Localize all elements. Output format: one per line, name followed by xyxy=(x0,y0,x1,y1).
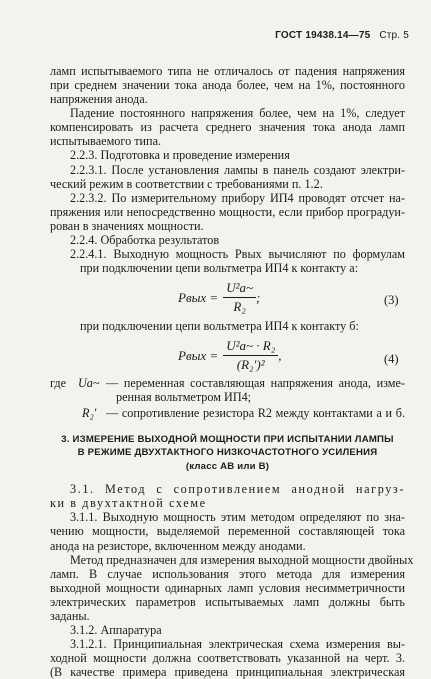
formula-3-fraction xyxy=(223,280,256,315)
text-line: при подключении цепи вольтметра ИП4 к контакту а: xyxy=(80,261,359,276)
text-line: (В качестве примера приведена принципиальная электрическая xyxy=(50,665,405,679)
text-line: Падение постоянного напряжения более, чем на 1%, следует xyxy=(70,106,405,121)
formula-4-numerator: U²а~ · R₂ xyxy=(223,338,278,356)
text-line: напряжения анода. xyxy=(50,92,148,106)
text-line: 2.2.3.1. После установления лампы в панель создают электри- xyxy=(70,162,405,177)
text-line: испытываемого типа. xyxy=(50,134,162,149)
formula-4-number: (4) xyxy=(384,352,399,367)
section-3-title: 3. ИЗМЕРЕНИЕ ВЫХОДНОЙ МОЩНОСТИ ПРИ ИСПЫТАНИИ ЛАМПЫ xyxy=(61,434,394,446)
text-line: 3.1.2. Аппаратура xyxy=(70,623,162,638)
where-definition-u: — переменная составляющая напряжения анода, изме- xyxy=(106,375,405,390)
text-line: 2.2.3.2. По измерительному прибору ИП4 проводят отсчет на- xyxy=(70,190,405,205)
where-symbol-r: R₂′ xyxy=(82,405,97,420)
text-line: 3.1.2.1. Принципиальная электрическая схема измерения вы- xyxy=(70,637,405,652)
text-line: анода на резисторе, включенном между анодами. xyxy=(50,538,306,553)
where-definition-r: — сопротивление резистора R2 между контактами а и б. xyxy=(106,405,405,420)
where-definition-u-cont: ренная вольтметром ИП4; xyxy=(116,389,252,404)
text-line: выходной мощности одинарных ламп условия несимметричности xyxy=(50,580,405,595)
text-line: пряжения или непосредственно мощности, если прибор проградуи- xyxy=(50,204,405,219)
text-line: ческий режим в соответствии с требованиями п. 1.2. xyxy=(50,176,323,191)
formula-3-numerator: U²а~ xyxy=(223,280,256,298)
method-heading: 3.1. Метод с сопротивлением анодной нагруз- xyxy=(70,482,405,497)
text-line: компенсировать из расчета среднего значения тока анода ламп xyxy=(50,120,405,135)
formula-4-fraction xyxy=(223,338,278,373)
method-heading-cont: ки в двухтактной схеме xyxy=(50,496,207,511)
text-line: при подключении цепи вольтметра ИП4 к контакту б: xyxy=(80,319,359,334)
text-line: ходной мощности должна соответствовать указанной на черт. 3. xyxy=(50,651,405,666)
text-line: 2.2.4.1. Выходную мощность Pвых вычисляют по формулам xyxy=(70,247,405,262)
page-header xyxy=(275,30,409,41)
text-line: ламп испытываемого типа не отличалось от падения напряжения xyxy=(50,63,405,78)
text-line: чению мощности, выделяемой переменной составляющей тока xyxy=(50,524,405,539)
text-line: Метод предназначен для измерения выходной мощности двойных xyxy=(70,552,414,567)
subsection-heading: 2.2.3. Подготовка и проведение измерения xyxy=(70,148,290,163)
formula-3-tail: ; xyxy=(256,289,261,305)
text-line: рован в значениях мощности. xyxy=(50,218,204,233)
standard-number: ГОСТ 19438.14—75 xyxy=(275,30,371,41)
page-number: Стр. 5 xyxy=(379,30,409,41)
section-3-title-cont: В РЕЖИМЕ ДВУХТАКТНОГО НИЗКОЧАСТОТНОГО УСИЛЕНИЯ xyxy=(77,447,378,459)
formula-4 xyxy=(178,338,281,373)
formula-3-number: (3) xyxy=(384,293,399,308)
formula-4-denominator: (R₂′)² xyxy=(236,357,265,373)
text-line: ламп. В случае использования этого метода для измерения xyxy=(50,566,405,581)
text-line: 3.1.1. Выходную мощность этим методом определяют по зна- xyxy=(70,510,405,525)
where-label: где xyxy=(50,375,67,390)
subsection-heading: 2.2.4. Обработка результатов xyxy=(70,233,220,247)
text-line: заданы. xyxy=(50,609,90,623)
formula-4-tail: , xyxy=(278,347,282,363)
section-3-subtitle: (класс АВ или В) xyxy=(185,460,270,472)
text-line: при среднем значении тока анода более, чем на 1%, постоянного xyxy=(50,77,405,92)
formula-3-denominator: R₂ xyxy=(233,299,246,314)
text-line: электрических параметров испытываемых ламп должны быть xyxy=(50,594,405,609)
formula-4-lhs: Pвых = xyxy=(178,347,219,363)
where-symbol-u: Uа~ xyxy=(78,375,100,390)
formula-3-lhs: Pвых = xyxy=(178,289,219,305)
formula-3 xyxy=(178,280,260,315)
